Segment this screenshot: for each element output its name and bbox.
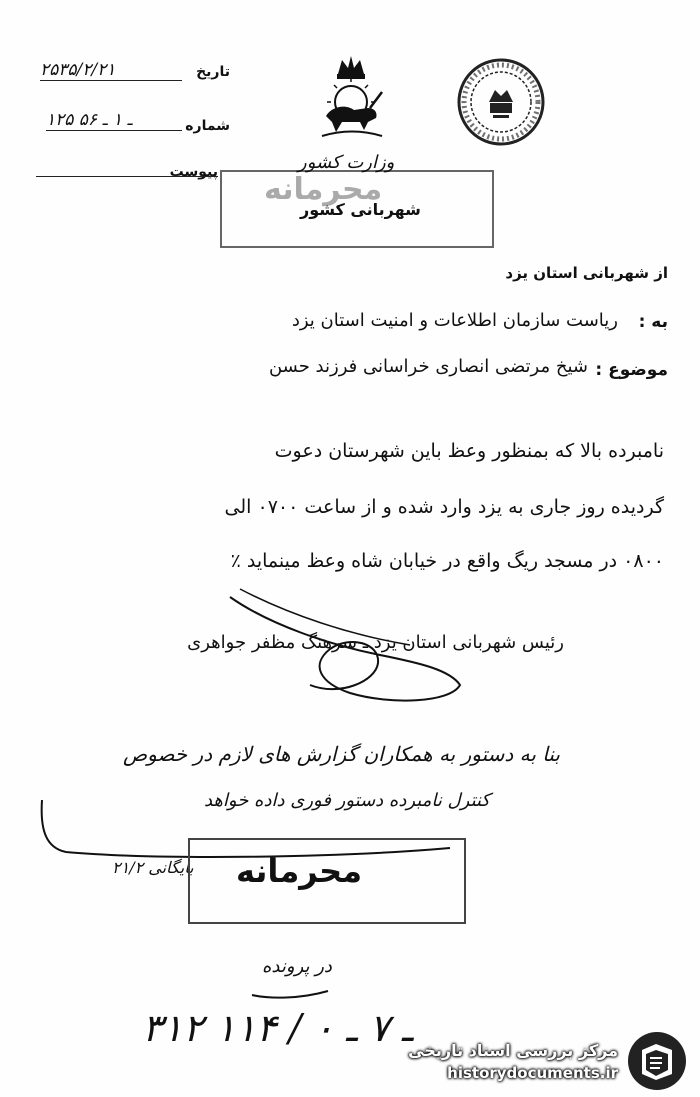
to-value: ریاست سازمان اطلاعات و امنیت استان یزد [291,310,618,331]
from-line: از شهربانی استان یزد [505,264,668,282]
body-line-2: گردیده روز جاری به یزد وارد شده و از ساعت ۰۷۰۰ الی [224,496,664,518]
watermark-url: historydocuments.ir [447,1064,618,1082]
imperial-emblem-icon [312,52,390,146]
archive-number: ۳۱۲ ـ ۷ ـ ۰ / ۱۱۴ [142,1006,413,1050]
to-label: به : [638,312,668,332]
handwritten-note-line-1: بنا به دستور به همکاران گزارش های لازم در خصوص [122,742,560,766]
confidential-stamp-bottom-text: محرمانه [236,852,363,890]
ministry-heading: وزارت کشور [298,152,395,173]
signatory-line: رئیس شهربانی استان یزد ـ سرهنگ مظفر جواهری [187,632,564,653]
handwritten-note-line-2: کنترل نامبرده دستور فوری داده خواهد [203,790,490,811]
subject-label: موضوع : [595,360,668,380]
watermark-logo-icon [626,1030,688,1096]
confidential-stamp-top-text: محرمانه [264,172,383,207]
handwritten-file-note: در پرونده [262,956,332,977]
attachment-line [36,176,218,177]
number-label: شماره [185,118,230,134]
file-note-underline [250,986,330,1005]
attachment-label: پیوست [169,164,218,180]
body-line-3: ۰۸۰۰ در مسجد ریگ واقع در خیابان شاه وعظ مینماید ٪ [230,550,664,572]
body-line-1: نامبرده بالا که بمنظور وعظ باین شهرستان دعوت [274,440,664,462]
date-value: ۲۵۳۵/۲/۲۱ [40,60,182,81]
date-label: تاریخ [196,64,230,80]
department-heading: شهربانی کشور [300,200,421,219]
number-value: ۱۲۵ ـ ۱ ـ ۵۶ [46,110,182,131]
signature-scribble [210,585,470,719]
handwritten-reference: ۲۱/۲ بایگانی [112,858,194,877]
subject-value: شیخ مرتضی انصاری خراسانی فرزند حسن [268,356,588,377]
watermark-title: مرکز بررسی اسناد تاریخی [408,1041,618,1060]
archive-seal-icon [455,56,547,152]
